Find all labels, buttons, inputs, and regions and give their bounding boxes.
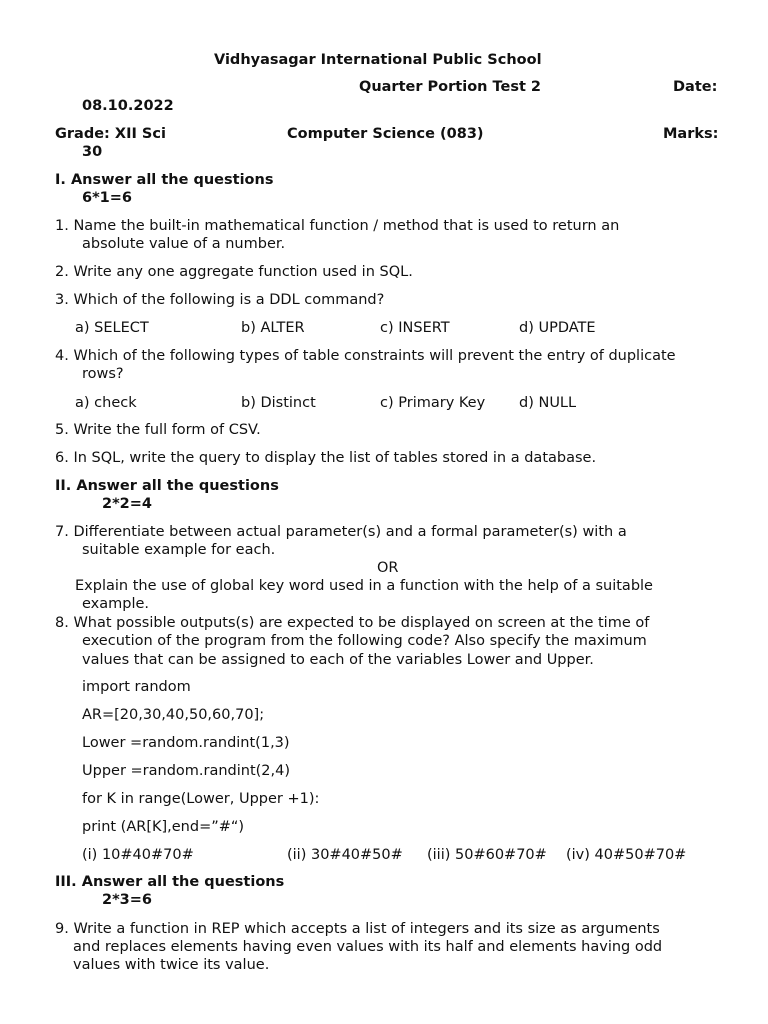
test-name: Quarter Portion Test 2 (359, 79, 542, 95)
subject: Computer Science (083) (287, 126, 484, 142)
question-3-option-b: b) ALTER (241, 320, 305, 336)
question-3: 3. Which of the following is a DDL command? (55, 292, 385, 308)
question-8-line-1: 8. What possible outputs(s) are expected to be displayed on screen at the time of (55, 615, 650, 631)
question-3-option-a: a) SELECT (75, 320, 149, 336)
question-3-option-c: c) INSERT (380, 320, 450, 336)
code-line-6: print (AR[K],end=”#“) (82, 819, 245, 835)
question-9-line-2: and replaces elements having even values with its half and elements having odd (73, 939, 663, 955)
question-8-option-i: (i) 10#40#70# (82, 847, 194, 863)
date-label: Date: (673, 79, 718, 95)
grade: Grade: XII Sci (55, 126, 166, 142)
code-line-4: Upper =random.randint(2,4) (82, 763, 291, 779)
question-8-option-iii: (iii) 50#60#70# (427, 847, 547, 863)
question-8-line-2: execution of the program from the following code? Also specify the maximum (82, 633, 647, 649)
code-line-5: for K in range(Lower, Upper +1): (82, 791, 320, 807)
section-1-marks: 6*1=6 (82, 190, 132, 206)
question-9-line-3: values with twice its value. (73, 957, 270, 973)
question-7-alt-line-1: Explain the use of global key word used in a function with the help of a suitable (75, 578, 653, 594)
question-1-line-1: 1. Name the built-in mathematical function / method that is used to return an (55, 218, 620, 234)
question-4-option-d: d) NULL (519, 395, 577, 411)
question-8-option-ii: (ii) 30#40#50# (287, 847, 403, 863)
section-2-title: II. Answer all the questions (55, 478, 279, 494)
question-3-option-d: d) UPDATE (519, 320, 596, 336)
school-name: Vidhyasagar International Public School (214, 52, 542, 68)
question-2: 2. Write any one aggregate function used in SQL. (55, 264, 413, 280)
marks-value: 30 (82, 144, 103, 160)
section-3-title: III. Answer all the questions (55, 874, 285, 890)
code-line-3: Lower =random.randint(1,3) (82, 735, 290, 751)
question-1-line-2: absolute value of a number. (82, 236, 286, 252)
question-6: 6. In SQL, write the query to display the list of tables stored in a database. (55, 450, 597, 466)
question-4-option-c: c) Primary Key (380, 395, 486, 411)
question-7-line-2: suitable example for each. (82, 542, 276, 558)
section-2-marks: 2*2=4 (102, 496, 152, 512)
section-3-marks: 2*3=6 (102, 892, 152, 908)
date-value: 08.10.2022 (82, 98, 174, 114)
code-line-2: AR=[20,30,40,50,60,70]; (82, 707, 265, 723)
question-5: 5. Write the full form of CSV. (55, 422, 261, 438)
marks-label: Marks: (663, 126, 719, 142)
code-line-1: import random (82, 679, 191, 695)
question-8-line-3: values that can be assigned to each of the variables Lower and Upper. (82, 652, 594, 668)
question-4-line-1: 4. Which of the following types of table constraints will prevent the entry of duplicate (55, 348, 676, 364)
or-divider: OR (377, 560, 399, 576)
question-7-alt-line-2: example. (82, 596, 150, 612)
question-4-line-2: rows? (82, 366, 124, 382)
question-4-option-b: b) Distinct (241, 395, 316, 411)
question-9-line-1: 9. Write a function in REP which accepts a list of integers and its size as arguments (55, 921, 660, 937)
question-7-line-1: 7. Differentiate between actual parameter(s) and a formal parameter(s) with a (55, 524, 627, 540)
section-1-title: I. Answer all the questions (55, 172, 274, 188)
question-8-option-iv: (iv) 40#50#70# (566, 847, 687, 863)
question-4-option-a: a) check (75, 395, 137, 411)
